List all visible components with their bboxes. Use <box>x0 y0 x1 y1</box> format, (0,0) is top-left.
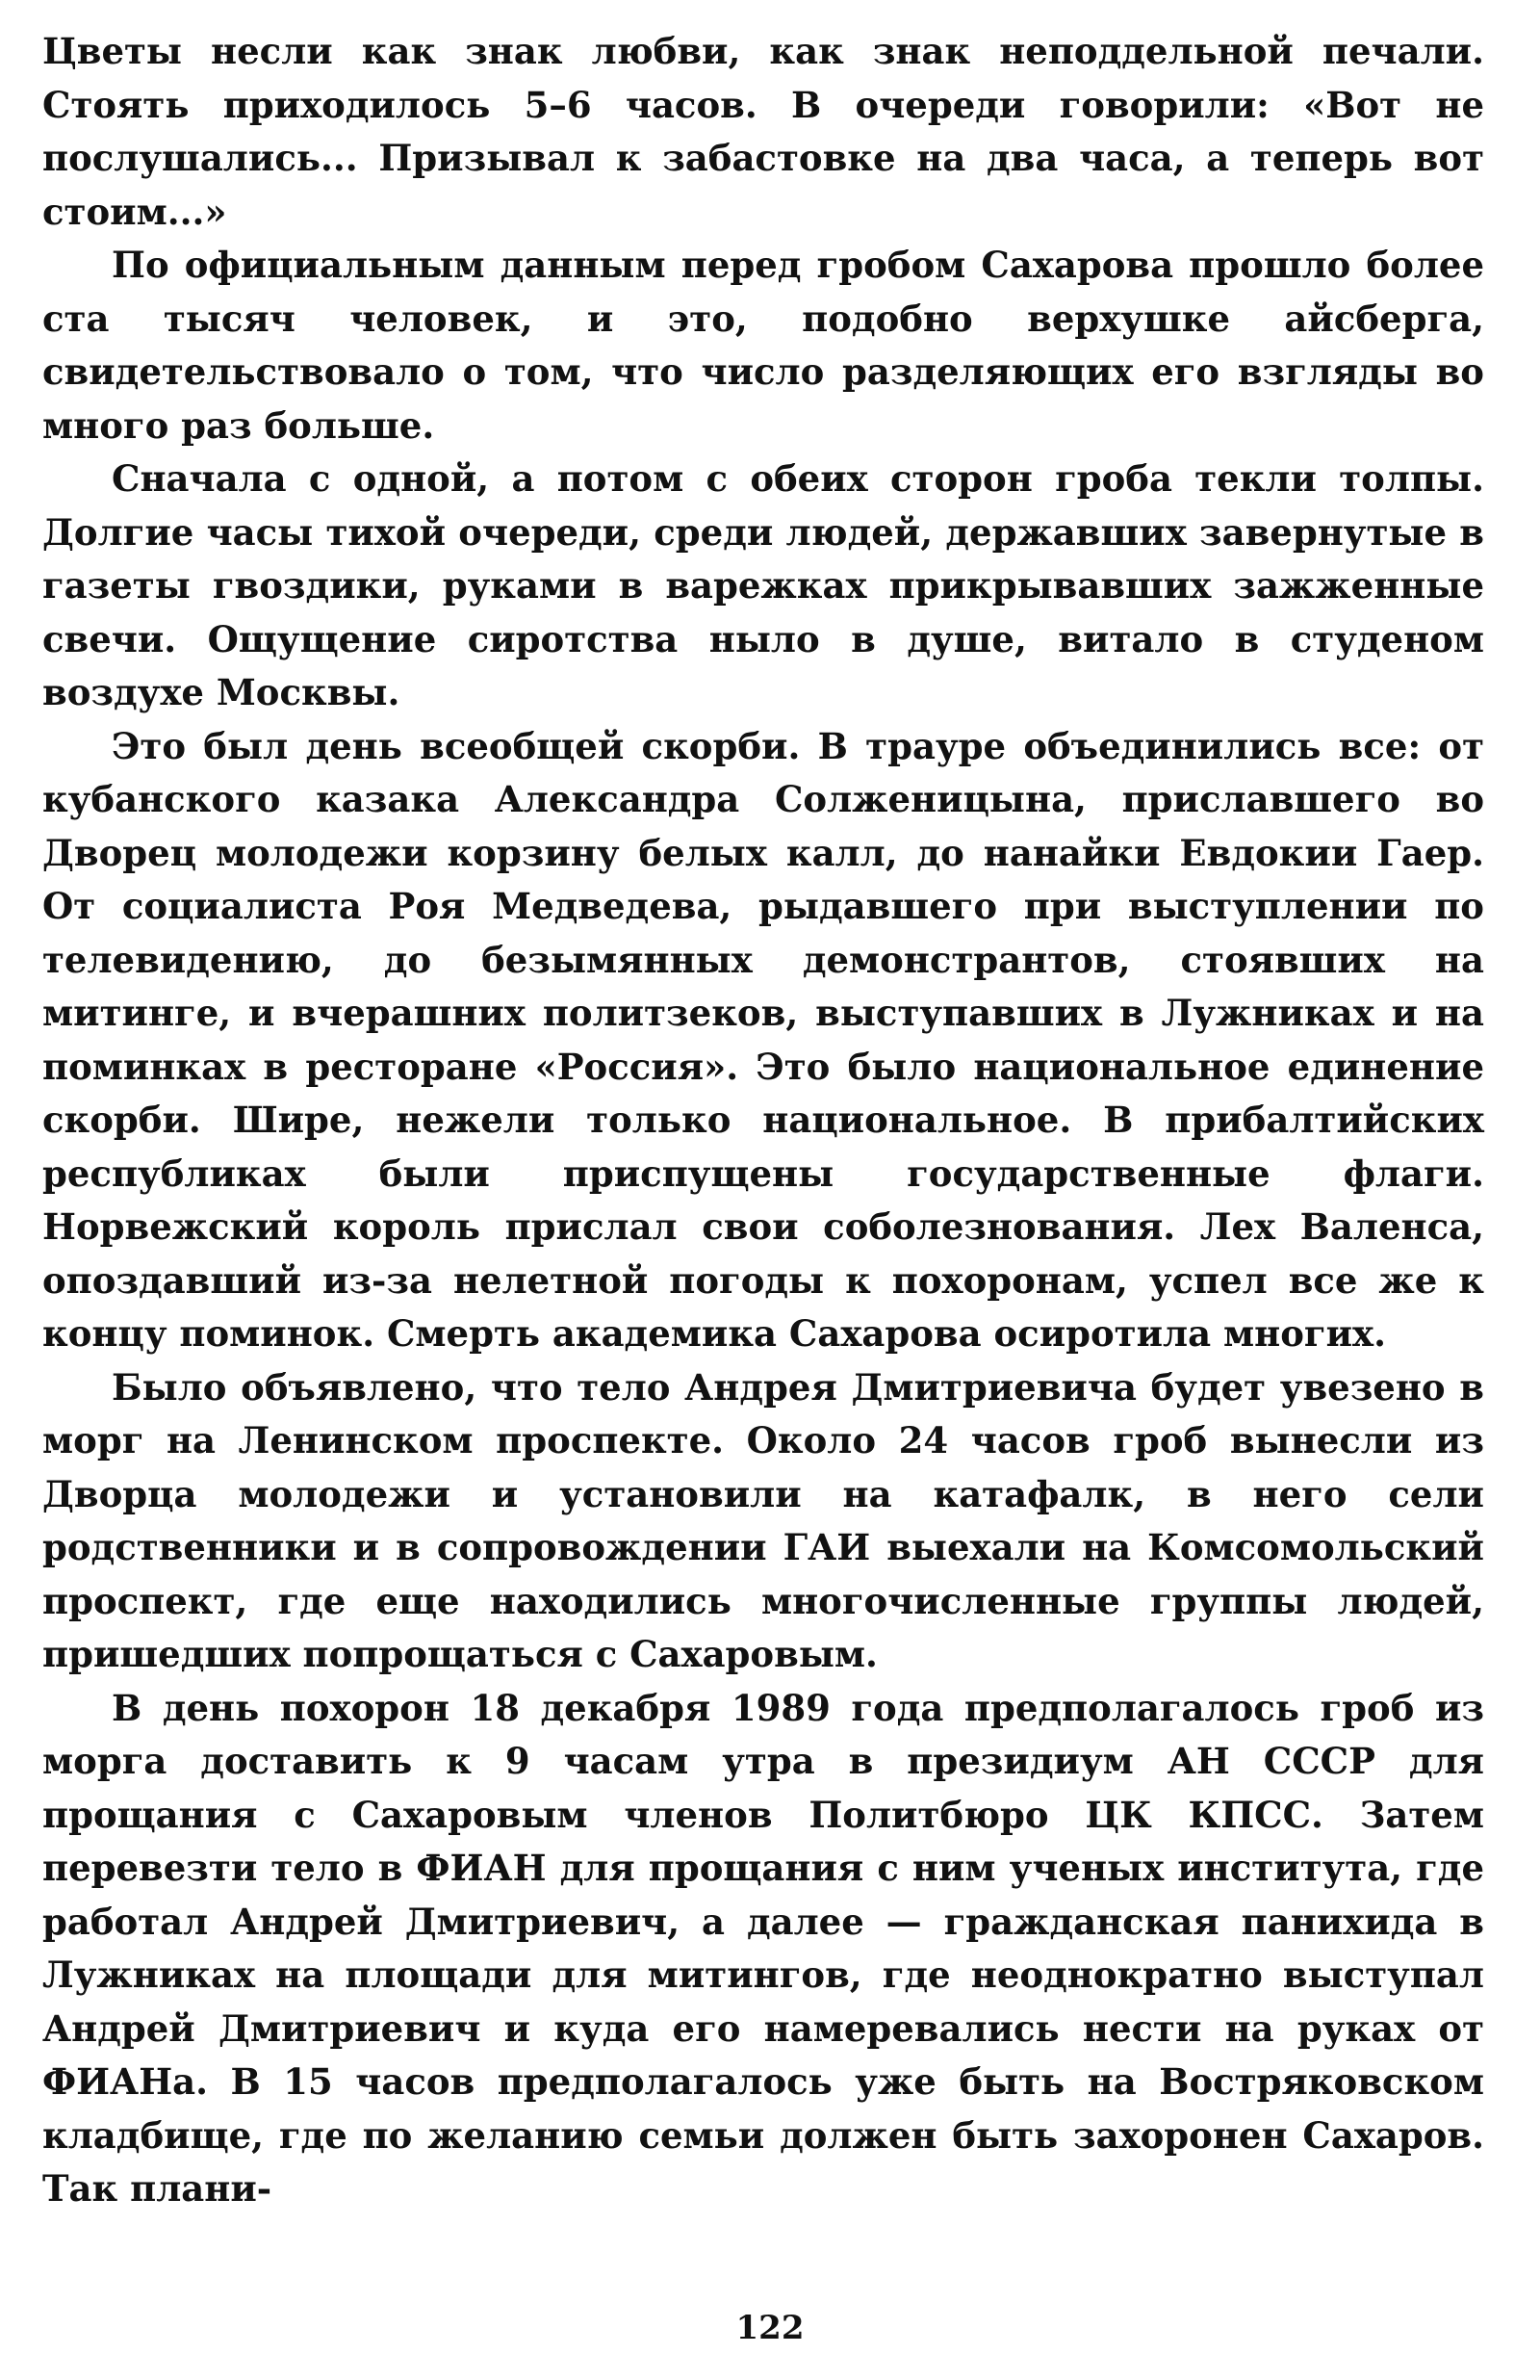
paragraph-continuation: Цветы несли как знак любви, как знак неподдельной печали. Стоять приходилось 5–6 часов. В очереди говорили: «Вот не послушались... Призывал к забастовке на два часа, а теперь вот стоим...» <box>42 30 1484 233</box>
paragraph-crowds: Сначала с одной, а потом с обеих сторон гроба текли толпы. Долгие часы тихой очереди, среди людей, державших завернутые в газеты гвоздики, руками в варежках прикрывавших зажженные свечи. Ощущение сиротства ныло в душе, витало в студеном воздухе Москвы. <box>42 457 1484 713</box>
paragraph-official-data: По официальным данным перед гробом Сахарова прошло более ста тысяч человек, и это, подобно верхушке айсберга, свидетельствовало о том, что число разделяющих его взгляды во много раз больше. <box>42 244 1484 447</box>
page-number: 122 <box>735 2309 805 2347</box>
page-body <box>42 25 1484 2216</box>
paragraph-day-of-mourning: Это был день всеобщей скорби. В трауре объединились все: от кубанского казака Александра Солженицына, приславшего во Дворец молодежи корзину белых калл, до нанайки Евдокии Гаер. От социалиста Роя Медведева, рыдавшего при выступлении по телевидению, до безымянных демонстрантов, стоявших на митинге, и вчерашних политзеков, выступавших в Лужниках и на поминках в ресторане «Россия». Это было национальное единение скорби. Шире, нежели только национальное. В прибалтийских республиках были приспущены государственные флаги. Норвежский король прислал свои соболезнования. Лех Валенса, опоздавший из-за нелетной погоды к похоронам, успел все же к концу поминок. Смерть академика Сахарова осиротила многих. <box>42 724 1484 1355</box>
paragraph-funeral-plan: В день похорон 18 декабря 1989 года предполагалось гроб из морга доставить к 9 часам утра в президиум АН СССР для прощания с Сахаровым членов Политбюро ЦК КПСС. Затем перевезти тело в ФИАН для прощания с ним ученых института, где работал Андрей Дмитриевич, а далее — гражданская панихида в Лужниках на площади для митингов, где неоднократно выступал Андрей Дмитриевич и куда его намеревались нести на руках от ФИАНа. В 15 часов предполагалось уже быть на Востряковском кладбище, где по желанию семьи должен быть захоронен Сахаров. Так плани- <box>42 1686 1484 2210</box>
paragraph-morgue: Было объявлено, что тело Андрея Дмитриевича будет увезено в морг на Ленинском проспекте. Около 24 часов гроб вынесли из Дворца молодежи и установили на катафалк, в него сели родственники и в сопровождении ГАИ выехали на Комсомольский проспект, где еще находились многочисленные группы людей, пришедших попрощаться с Сахаровым. <box>42 1365 1484 1675</box>
